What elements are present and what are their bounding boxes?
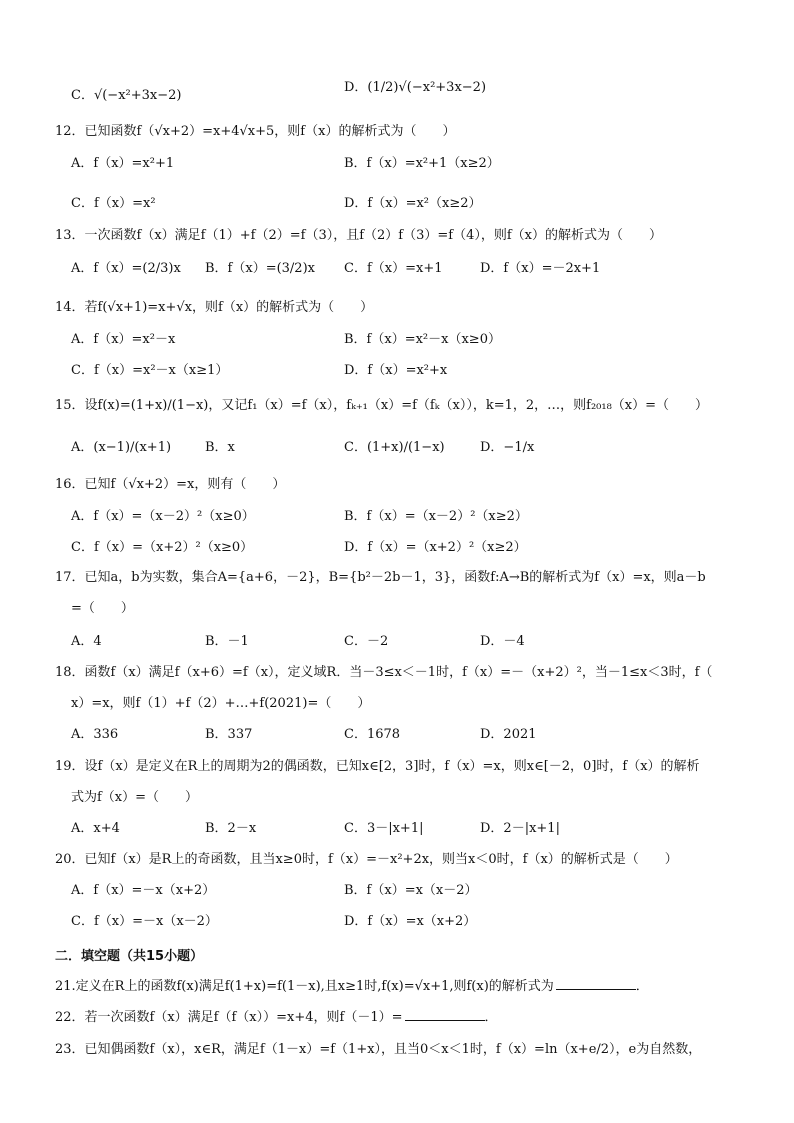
q14-option-b: B．f（x）=x²－x（x≥0） — [344, 332, 501, 347]
q13-option-b: B．f（x）=(3/2)x — [205, 261, 315, 276]
q16-option-d: D．f（x）=（x+2）²（x≥2） — [344, 540, 527, 555]
q20-stem: 20．已知f（x）是R上的奇函数，且当x≥0时，f（x）=－x²+2x，则当x＜0时，f（x）的解析式是（ ） — [55, 852, 678, 867]
q14-option-c: C．f（x）=x²－x（x≥1） — [71, 363, 229, 378]
q21-stem: 21.定义在R上的函数f(x)满足f(1+x)=f(1－x),且x≥1时,f(x)=√x+1,则f(x)的解析式为 ． — [55, 979, 649, 994]
q22-answer-blank[interactable] — [405, 1008, 485, 1021]
q17-stem-line2: =（ ） — [71, 601, 134, 616]
q12-option-b: B．f（x）=x²+1（x≥2） — [344, 156, 500, 171]
q20-option-d: D．f（x）=x（x+2） — [344, 914, 477, 929]
q15-option-d: D．−1/x — [480, 440, 535, 455]
q15-option-c: C．(1+x)/(1−x) — [344, 440, 445, 455]
q20-option-c: C．f（x）=－x（x－2） — [71, 914, 218, 929]
q22-text: 22．若一次函数f（x）满足f（f（x））=x+4，则f（－1）= — [55, 1010, 403, 1025]
q19-option-c: C．3－|x+1| — [344, 821, 424, 836]
q12-option-c: C．f（x）=x² — [71, 196, 156, 211]
q15-option-a: A．(x−1)/(x+1) — [71, 440, 172, 455]
q12-option-d: D．f（x）=x²（x≥2） — [344, 196, 482, 211]
q18-option-a: A．336 — [71, 727, 119, 742]
q16-option-c: C．f（x）=（x+2）²（x≥0） — [71, 540, 254, 555]
q13-option-a: A．f（x）=(2/3)x — [71, 261, 181, 276]
q22-stem: 22．若一次函数f（x）满足f（f（x））=x+4，则f（－1）= ． — [55, 1010, 498, 1025]
q19-option-a: A．x+4 — [71, 821, 120, 836]
q20-option-a: A．f（x）=－x（x+2） — [71, 883, 216, 898]
q14-option-a: A．f（x）=x²－x — [71, 332, 176, 347]
q20-option-b: B．f（x）=x（x－2） — [344, 883, 478, 898]
q19-stem-line1: 19．设f（x）是定义在R上的周期为2的偶函数，已知x∈[2，3]时，f（x）=x，则x∈[－2，0]时，f（x）的解析 — [55, 759, 700, 774]
q19-stem-line2: 式为f（x）=（ ） — [71, 790, 199, 805]
q11-option-d: D．(1/2)√(−x²+3x−2) — [344, 80, 487, 95]
q17-option-d: D．－4 — [480, 634, 525, 649]
q13-stem: 13．一次函数f（x）满足f（1）+f（2）=f（3），且f（2）f（3）=f（4），则f（x）的解析式为（ ） — [55, 228, 663, 243]
q16-option-a: A．f（x）=（x－2）²（x≥0） — [71, 509, 255, 524]
q18-option-d: D．2021 — [480, 727, 537, 742]
q16-option-b: B．f（x）=（x－2）²（x≥2） — [344, 509, 528, 524]
q17-stem-line1: 17．已知a，b为实数，集合A={a+6，－2}，B={b²－2b－1，3}，函数f:A→B的解析式为f（x）=x，则a－b — [55, 570, 706, 585]
q15-option-b: B．x — [205, 440, 235, 455]
q12-option-a: A．f（x）=x²+1 — [71, 156, 175, 171]
q21-text: 21.定义在R上的函数f(x)满足f(1+x)=f(1－x),且x≥1时,f(x)=√x+1,则f(x)的解析式为 — [55, 979, 554, 994]
q14-option-d: D．f（x）=x²+x — [344, 363, 448, 378]
q19-option-d: D．2－|x+1| — [480, 821, 560, 836]
q12-stem: 12．已知函数f（√x+2）=x+4√x+5，则f（x）的解析式为（ ） — [55, 124, 456, 139]
q14-stem: 14．若f(√x+1)=x+√x，则f（x）的解析式为（ ） — [55, 300, 374, 315]
q18-option-b: B．337 — [205, 727, 253, 742]
q21-answer-blank[interactable] — [556, 977, 636, 990]
q17-option-c: C．－2 — [344, 634, 389, 649]
q13-option-d: D．f（x）=－2x+1 — [480, 261, 601, 276]
q17-option-b: B．－1 — [205, 634, 249, 649]
section-fill-in-title: 二．填空题（共15小题） — [55, 949, 204, 964]
q19-option-b: B．2－x — [205, 821, 257, 836]
q18-stem-line2: x）=x，则f（1）+f（2）+…+f(2021)=（ ） — [71, 696, 371, 711]
q23-stem: 23．已知偶函数f（x），x∈R，满足f（1－x）=f（1+x），且当0＜x＜1时，f（x）=ln（x+e/2），e为自然数， — [55, 1042, 702, 1057]
q18-option-c: C．1678 — [344, 727, 401, 742]
q17-option-a: A．4 — [71, 634, 102, 649]
q16-stem: 16．已知f（√x+2）=x，则有（ ） — [55, 477, 286, 492]
q11-option-c: C．√(−x²+3x−2) — [71, 88, 182, 103]
q13-option-c: C．f（x）=x+1 — [344, 261, 443, 276]
q15-stem: 15．设f(x)=(1+x)/(1−x)，又记f₁（x）=f（x），fₖ₊₁（x）=f（fₖ（x）），k=1，2，…，则f₂₀₁₈（x）=（ ） — [55, 398, 709, 413]
q18-stem-line1: 18．函数f（x）满足f（x+6）=f（x），定义域R．当－3≤x＜－1时，f（x）=－（x+2）²，当－1≤x＜3时，f（ — [55, 665, 713, 680]
